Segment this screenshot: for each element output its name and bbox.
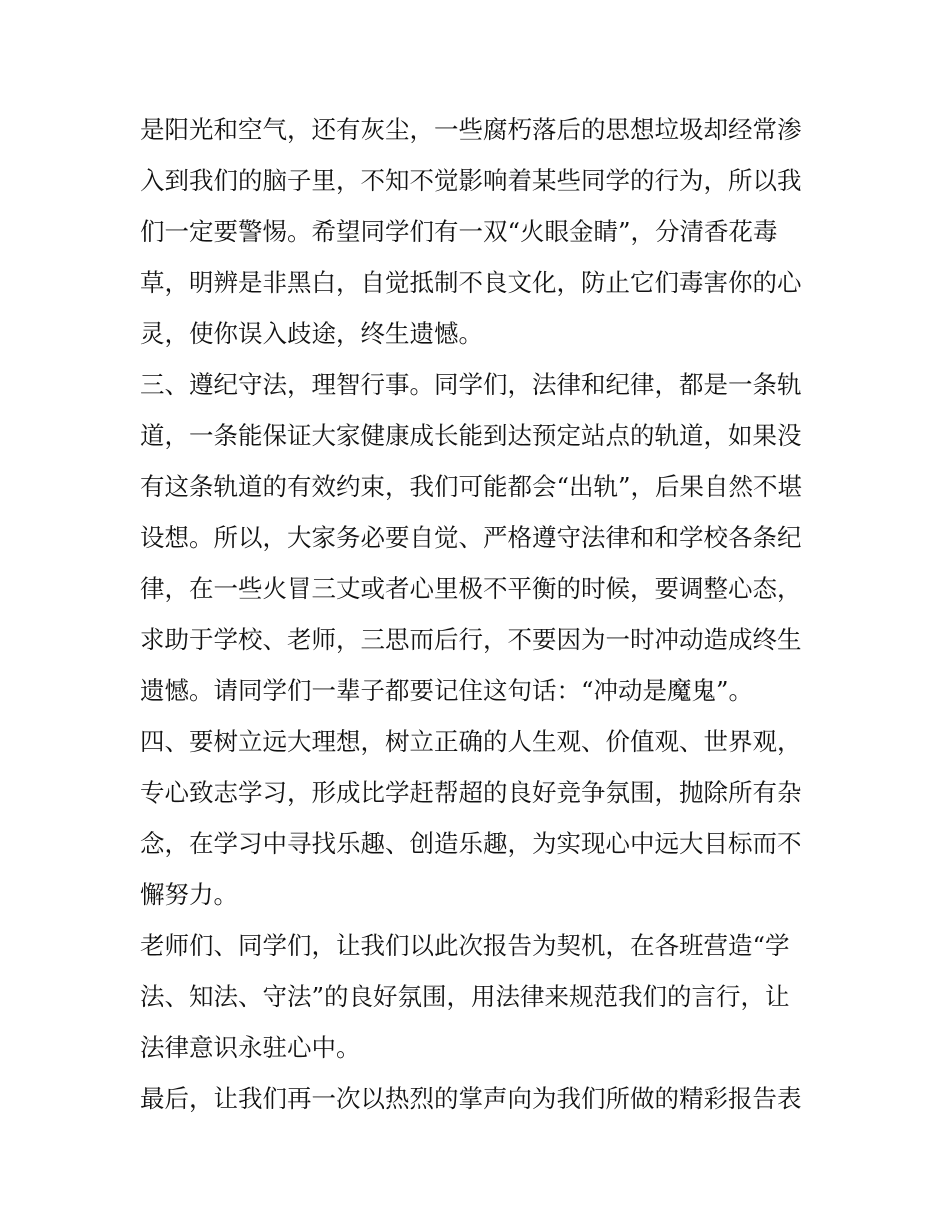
- text-line: 们一定要警惕。希望同学们有一双“火眼金睛”，分清香花毒: [140, 217, 778, 246]
- text-line: 道，一条能保证大家健康成长能到达预定站点的轨道，如果没: [140, 421, 802, 450]
- text-line: 求助于学校、老师，三思而后行，不要因为一时冲动造成终生: [140, 625, 802, 654]
- text-line: 四、要树立远大理想，树立正确的人生观、价值观、世界观，: [140, 727, 802, 756]
- text-line: 老师们、同学们，让我们以此次报告为契机，在各班营造“学: [140, 931, 790, 960]
- text-line: 设想。所以，大家务必要自觉、严格遵守法律和和学校各条纪: [140, 523, 802, 552]
- text-line: 专心致志学习，形成比学赶帮超的良好竞争氛围，抛除所有杂: [140, 778, 802, 807]
- text-line: 法律意识永驻心中。: [140, 1033, 361, 1062]
- text-line: 遗憾。请同学们一辈子都要记住这句话：“冲动是魔鬼”。: [140, 676, 754, 705]
- body-text: [140, 104, 820, 1124]
- text-line: 灵，使你误入歧途，终生遗憾。: [140, 319, 483, 348]
- text-line: 三、遵纪守法，理智行事。同学们，法律和纪律，都是一条轨: [140, 370, 802, 399]
- text-line: 法、知法、守法”的良好氛围，用法律来规范我们的言行，让: [140, 982, 790, 1011]
- text-line: 是阳光和空气，还有灰尘，一些腐朽落后的思想垃圾却经常渗: [140, 115, 802, 144]
- text-line: 最后，让我们再一次以热烈的掌声向为我们所做的精彩报告表: [140, 1084, 802, 1113]
- text-line: 念，在学习中寻找乐趣、创造乐趣，为实现心中远大目标而不: [140, 829, 802, 858]
- text-line: 有这条轨道的有效约束，我们可能都会“出轨”，后果自然不堪: [140, 472, 803, 501]
- text-line: 懈努力。: [140, 880, 238, 909]
- text-line: 律，在一些火冒三丈或者心里极不平衡的时候，要调整心态，: [140, 574, 802, 603]
- text-line: 草，明辨是非黑白，自觉抵制不良文化，防止它们毒害你的心: [140, 268, 802, 297]
- text-line: 入到我们的脑子里，不知不觉影响着某些同学的行为，所以我: [140, 166, 802, 195]
